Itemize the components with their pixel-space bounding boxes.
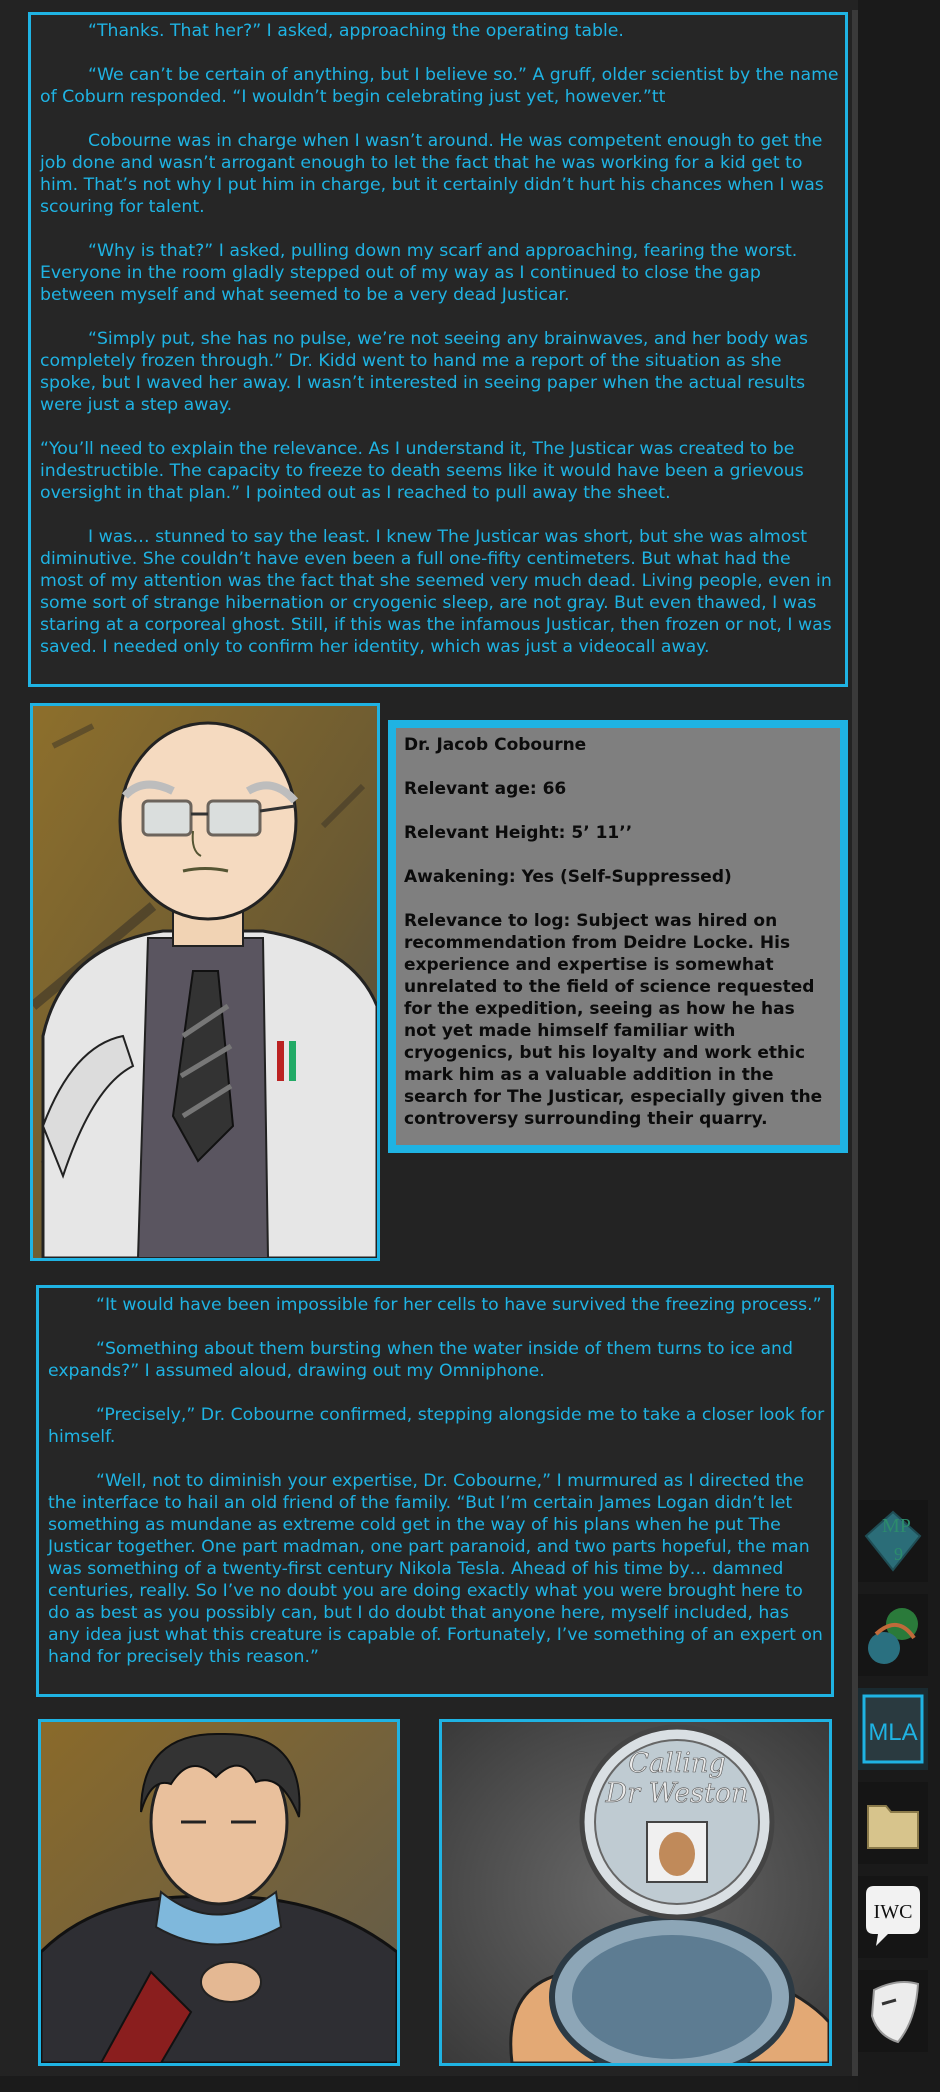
coburn-illustration [33, 706, 377, 1258]
orbs-icon[interactable] [858, 1594, 928, 1676]
sidebar [858, 0, 940, 2092]
mask-icon[interactable] [858, 1970, 928, 2052]
iwc-icon[interactable] [858, 1876, 928, 1958]
profile-height: Relevant Height: 5’ 11’’ [404, 823, 633, 843]
character-profile-card [388, 720, 848, 1153]
svg-text:9: 9 [894, 1544, 903, 1564]
profile-awakening: Awakening: Yes (Self-Suppressed) [404, 867, 732, 887]
story-paragraph: “Thanks. That her?” I asked, approaching the operating table. [88, 21, 624, 41]
story-paragraph: “Simply put, she has no pulse, we’re not seeing any brainwaves, and her body was completely frozen through.” Dr. Kidd went to hand me a report of the situation as she spoke, but I waved her away. I wasn’t interested in seeing paper when the actual results were just a step away. [40, 329, 809, 415]
story-text-block [28, 12, 848, 687]
mla-icon[interactable] [858, 1688, 928, 1770]
omniphone-illustration [442, 1722, 829, 2063]
story-paragraph: Cobourne was in charge when I wasn’t around. He was competent enough to get the job done and wasn’t arrogant enough to let the fact that he was working for a kid get to him. That’s not why I put him in charge, but it certainly didn’t hurt his chances when I was scouring for talent. [40, 131, 824, 217]
mp9-label: MP [882, 1515, 911, 1537]
story-text-block [36, 1285, 834, 1697]
story-paragraph: I was… stunned to say the least. I knew The Justicar was short, but she was almost diminutive. She couldn’t have even been a full one-fifty centimeters. But what had the most of my attention was the fact that she seemed very much dead. Living people, even in some sort of strange hibernation or cryogenic sleep, are not gray. But even thawed, I was staring at a corporeal ghost. Still, if this was the infamous Justicar, then frozen or not, I was saved. I needed only to confirm her identity, which was just a videocall away. [40, 527, 832, 657]
phone-call-panel [439, 1719, 832, 2066]
story-paragraph: “Precisely,” Dr. Cobourne confirmed, stepping alongside me to take a closer look for himself. [48, 1405, 825, 1447]
profile-name: Dr. Jacob Cobourne [404, 735, 587, 755]
story-paragraph: “Why is that?” I asked, pulling down my scarf and approaching, fearing the worst. Everyone in the room gladly stepped out of my way as I continued to close the gap between myself and what seemed to be a very dead Justicar. [40, 241, 798, 305]
story-paragraph: “We can’t be certain of anything, but I believe so.” A gruff, older scientist by the name of Coburn responded. “I wouldn’t begin celebrating just yet, however.”tt [40, 65, 839, 107]
story-paragraph: “It would have been impossible for her cells to have survived the freezing process.” [96, 1295, 822, 1315]
narrator-portrait-panel [38, 1719, 400, 2066]
profile-age: Relevant age: 66 [404, 779, 567, 799]
story-paragraph: “You’ll need to explain the relevance. As I understand it, The Justicar was created to be indestructible. The capacity to freeze to death seems like it would have been a grievous oversight in that plan.” I pointed out as I reached to pull away the sheet. [40, 439, 804, 503]
mla-label: MLA [868, 1719, 918, 1746]
folder-icon[interactable] [858, 1782, 928, 1864]
iwc-label: IWC [873, 1901, 913, 1923]
mp9-icon[interactable] [858, 1500, 928, 1582]
caller-name-label: Dr Weston [605, 1778, 749, 1809]
profile-relevance: Relevance to log: Subject was hired on recommendation from Deidre Locke. His experience and expertise is somewhat unrelated to the field of science requested for the expedition, seeing as how he has not yet made himself familiar with cryogenics, but his loyalty and work ethic mark him as a valuable addition in the search for The Justicar, especially given the controversy surrounding their quarry. [404, 911, 823, 1129]
bottom-strip [0, 2076, 858, 2092]
story-paragraph: “Something about them bursting when the water inside of them turns to ice and expands?” I assumed aloud, drawing out my Omniphone. [48, 1339, 793, 1381]
calling-label: Calling [628, 1748, 726, 1779]
story-paragraph: “Well, not to diminish your expertise, Dr. Cobourne,” I murmured as I directed the the interface to hail an old friend of the family. “But I’m certain James Logan didn’t let something as mundane as extreme cold get in the way of his plans when he put The Justicar together. One part madman, one part paranoid, and two parts hopeful, the man was something of a twenty-first century Nikola Tesla. Ahead of his time by… damned centuries, really. So I’ve no doubt you are doing exactly what you were brought here to do as best as you possibly can, but I do doubt that anyone here, myself included, has any idea just what this creature is capable of. Fortunately, I’ve something of an expert on hand for precisely this reason.” [48, 1471, 823, 1667]
coburn-portrait-panel [30, 703, 380, 1261]
narrator-illustration [41, 1722, 397, 2063]
